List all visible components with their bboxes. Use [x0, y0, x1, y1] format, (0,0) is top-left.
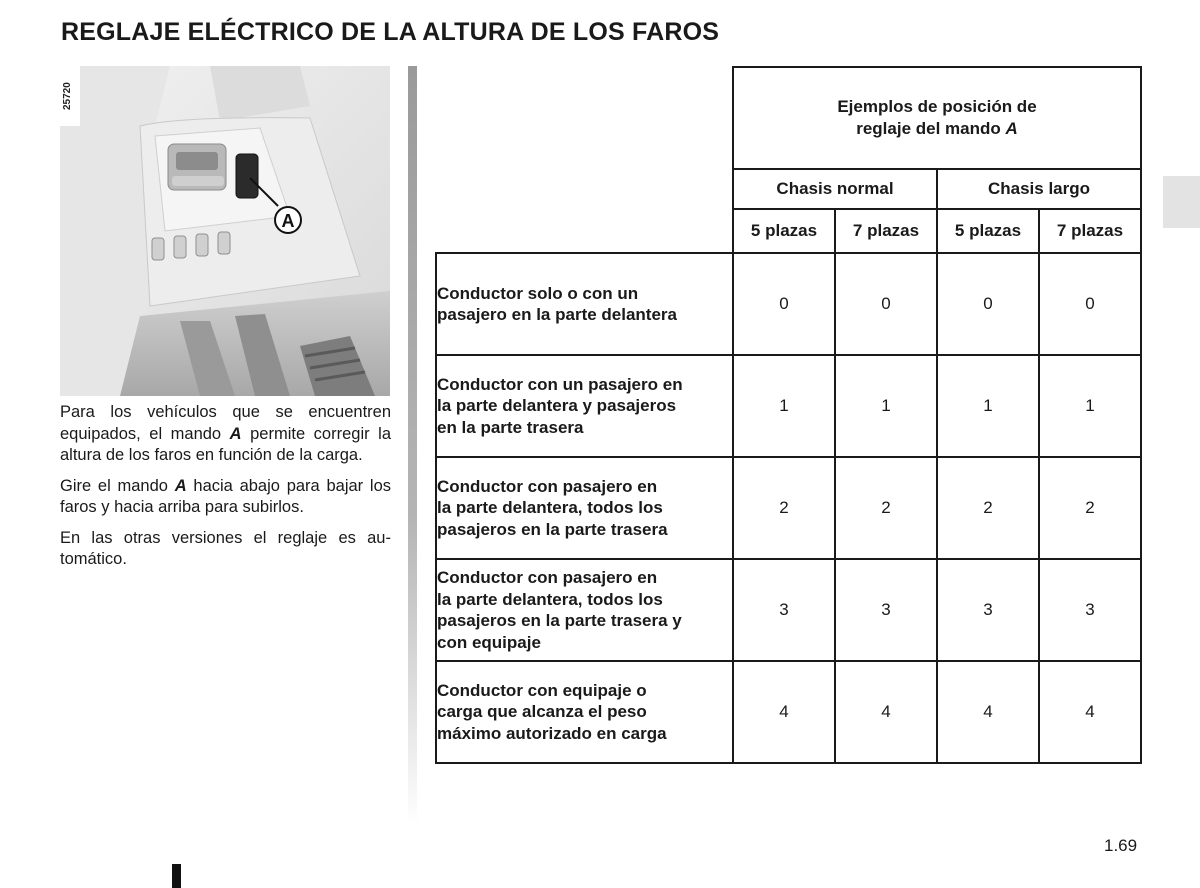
position-value: 2 [835, 457, 937, 559]
row-description-line: la parte delantera, todos los [437, 498, 663, 518]
row-description-line: pasajeros en la parte trasera [437, 519, 668, 539]
row-description-line: Conductor con pasajero en [437, 476, 658, 496]
table-empty-corner [436, 67, 733, 253]
position-value: 3 [835, 559, 937, 661]
row-description [436, 457, 733, 559]
group-header-line-1: Ejemplos de posición de [837, 97, 1037, 116]
intro-p1-text-a: Para los vehículos que se encuentren equipados, el mando [60, 403, 391, 443]
intro-p2-text-a: Gire el mando [60, 476, 175, 495]
intro-p1-text-c: permite corregir la altura de los faros en función de la carga. [60, 424, 391, 464]
position-value: 0 [835, 253, 937, 355]
row-description-line: Conductor con pasajero en [437, 568, 658, 587]
row-description [436, 355, 733, 457]
table-row [436, 253, 1141, 355]
column-separator [408, 66, 417, 826]
page-title: REGLAJE ELÉCTRICO DE LA ALTURA DE LOS FAROS [61, 18, 720, 46]
chapter-tab [1163, 176, 1200, 228]
position-value: 0 [937, 253, 1039, 355]
intro-p2-text-c: hacia abajo para bajar los faros y hacia arriba para subirlos. [60, 476, 392, 516]
group-header-line-2 [734, 118, 1140, 140]
position-value: 1 [835, 355, 937, 457]
intro-paragraph-1 [60, 402, 391, 467]
footer-mark [172, 864, 181, 888]
table-row [436, 661, 1141, 763]
row-description-line: Conductor con un pasajero en [437, 374, 683, 394]
position-value: 3 [733, 559, 835, 661]
figure-reference-code: 25720 [62, 82, 73, 110]
row-description [436, 661, 733, 763]
table-row [436, 457, 1141, 559]
position-value: 4 [937, 661, 1039, 763]
position-value: 3 [1039, 559, 1141, 661]
group-header-text: reglaje del mando [856, 119, 1006, 138]
position-value: 3 [937, 559, 1039, 661]
row-description-line: con equipaje [437, 632, 541, 652]
intro-p1-control-ref: A [229, 424, 242, 443]
position-value: 1 [937, 355, 1039, 457]
row-description-line: pasajero en la parte delantera [437, 305, 677, 324]
row-description-line: Conductor solo o con un [437, 283, 639, 303]
row-description-line: en la parte trasera [437, 417, 584, 437]
intro-text [60, 402, 391, 580]
intro-paragraph-2 [60, 476, 391, 519]
group-header-control-ref: A [1005, 119, 1018, 138]
position-value: 1 [733, 355, 835, 457]
row-description-line: pasajeros en la parte trasera y [437, 611, 682, 630]
position-value: 4 [835, 661, 937, 763]
plazas-header: 5 plazas [733, 209, 835, 253]
position-value: 2 [733, 457, 835, 559]
plazas-header: 5 plazas [937, 209, 1039, 253]
table-header-row [436, 67, 1141, 169]
chasis-normal-header: Chasis normal [733, 169, 937, 209]
row-description-line: la parte delantera y pasajeros [437, 396, 677, 416]
position-value: 0 [1039, 253, 1141, 355]
row-description [436, 253, 733, 355]
dashboard-photo [60, 66, 390, 396]
intro-paragraph-3: En las otras versiones el reglaje es automático. [60, 528, 391, 568]
page-number: 1.69 [1104, 836, 1138, 855]
table-group-header [733, 67, 1141, 169]
table-row [436, 559, 1141, 661]
position-value: 4 [733, 661, 835, 763]
chasis-largo-header: Chasis largo [937, 169, 1141, 209]
plazas-header: 7 plazas [835, 209, 937, 253]
row-description-line: máximo autorizado en carga [437, 723, 667, 743]
position-value: 2 [1039, 457, 1141, 559]
setting-table [435, 66, 1142, 764]
row-description-line: carga que alcanza el peso [437, 702, 647, 722]
row-description-line: Conductor con equipaje o [437, 680, 647, 700]
plazas-header: 7 plazas [1039, 209, 1141, 253]
dashboard-photo-drawing [60, 66, 390, 396]
position-value: 4 [1039, 661, 1141, 763]
table-row [436, 355, 1141, 457]
position-value: 0 [733, 253, 835, 355]
row-description [436, 559, 733, 661]
intro-p2-control-ref: A [174, 476, 187, 495]
callout-label-a: A [281, 211, 295, 231]
position-value: 1 [1039, 355, 1141, 457]
row-description-line: la parte delantera, todos los [437, 589, 663, 609]
position-value: 2 [937, 457, 1039, 559]
